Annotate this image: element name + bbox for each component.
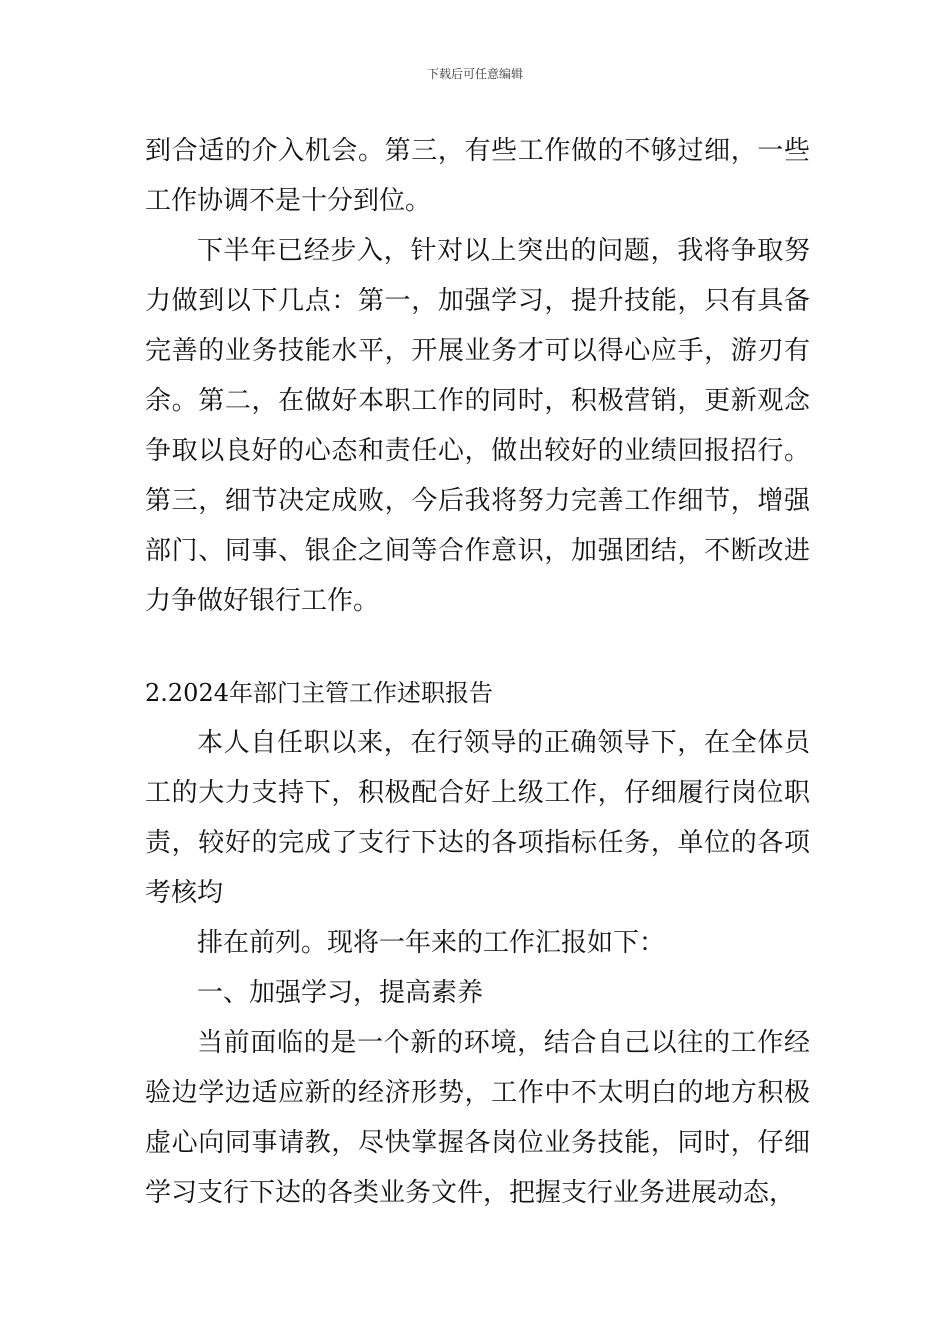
page-header-note: 下载后可任意编辑	[426, 67, 523, 81]
section-title: 2.2024年部门主管工作述职报告	[145, 679, 493, 707]
paragraph-intro: 本人自任职以来，在行领导的正确领导下，在全体员工的大力支持下，积极配合好上级工作，仔细履行岗位职责，较好的完成了支行下达的各项指标任务，单位的各项考核均	[145, 728, 810, 908]
paragraph-second-half-plan: 下半年已经步入，针对以上突出的问题，我将争取努力做到以下几点：第一，加强学习，提升技能，只有具备完善的业务技能水平，开展业务才可以得心应手，游刃有余。第二，在做好本职工作的同时，积极营销，更新观念争取以良好的心态和责任心，做出较好的业绩回报招行。第三，细节决定成败，今后我将努力完善工作细节，增强部门、同事、银企之间等合作意识，加强团结，不断改进力争做好银行工作。	[145, 236, 810, 616]
document-body	[145, 126, 810, 1218]
paragraph-study-detail: 当前面临的是一个新的环境，结合自己以往的工作经验边学边适应新的经济形势，工作中不太明白的地方积极虚心向同事请教，尽快掌握各岗位业务技能，同时，仔细学习支行下达的各类业务文件，把握支行业务进展动态，	[145, 1028, 810, 1208]
paragraph-continuation: 到合适的介入机会。第三，有些工作做的不够过细，一些工作协调不是十分到位。	[145, 136, 810, 216]
subheading-study: 一、加强学习，提高素养	[197, 978, 484, 1008]
paragraph-report-lead: 排在前列。现将一年来的工作汇报如下：	[197, 928, 666, 958]
